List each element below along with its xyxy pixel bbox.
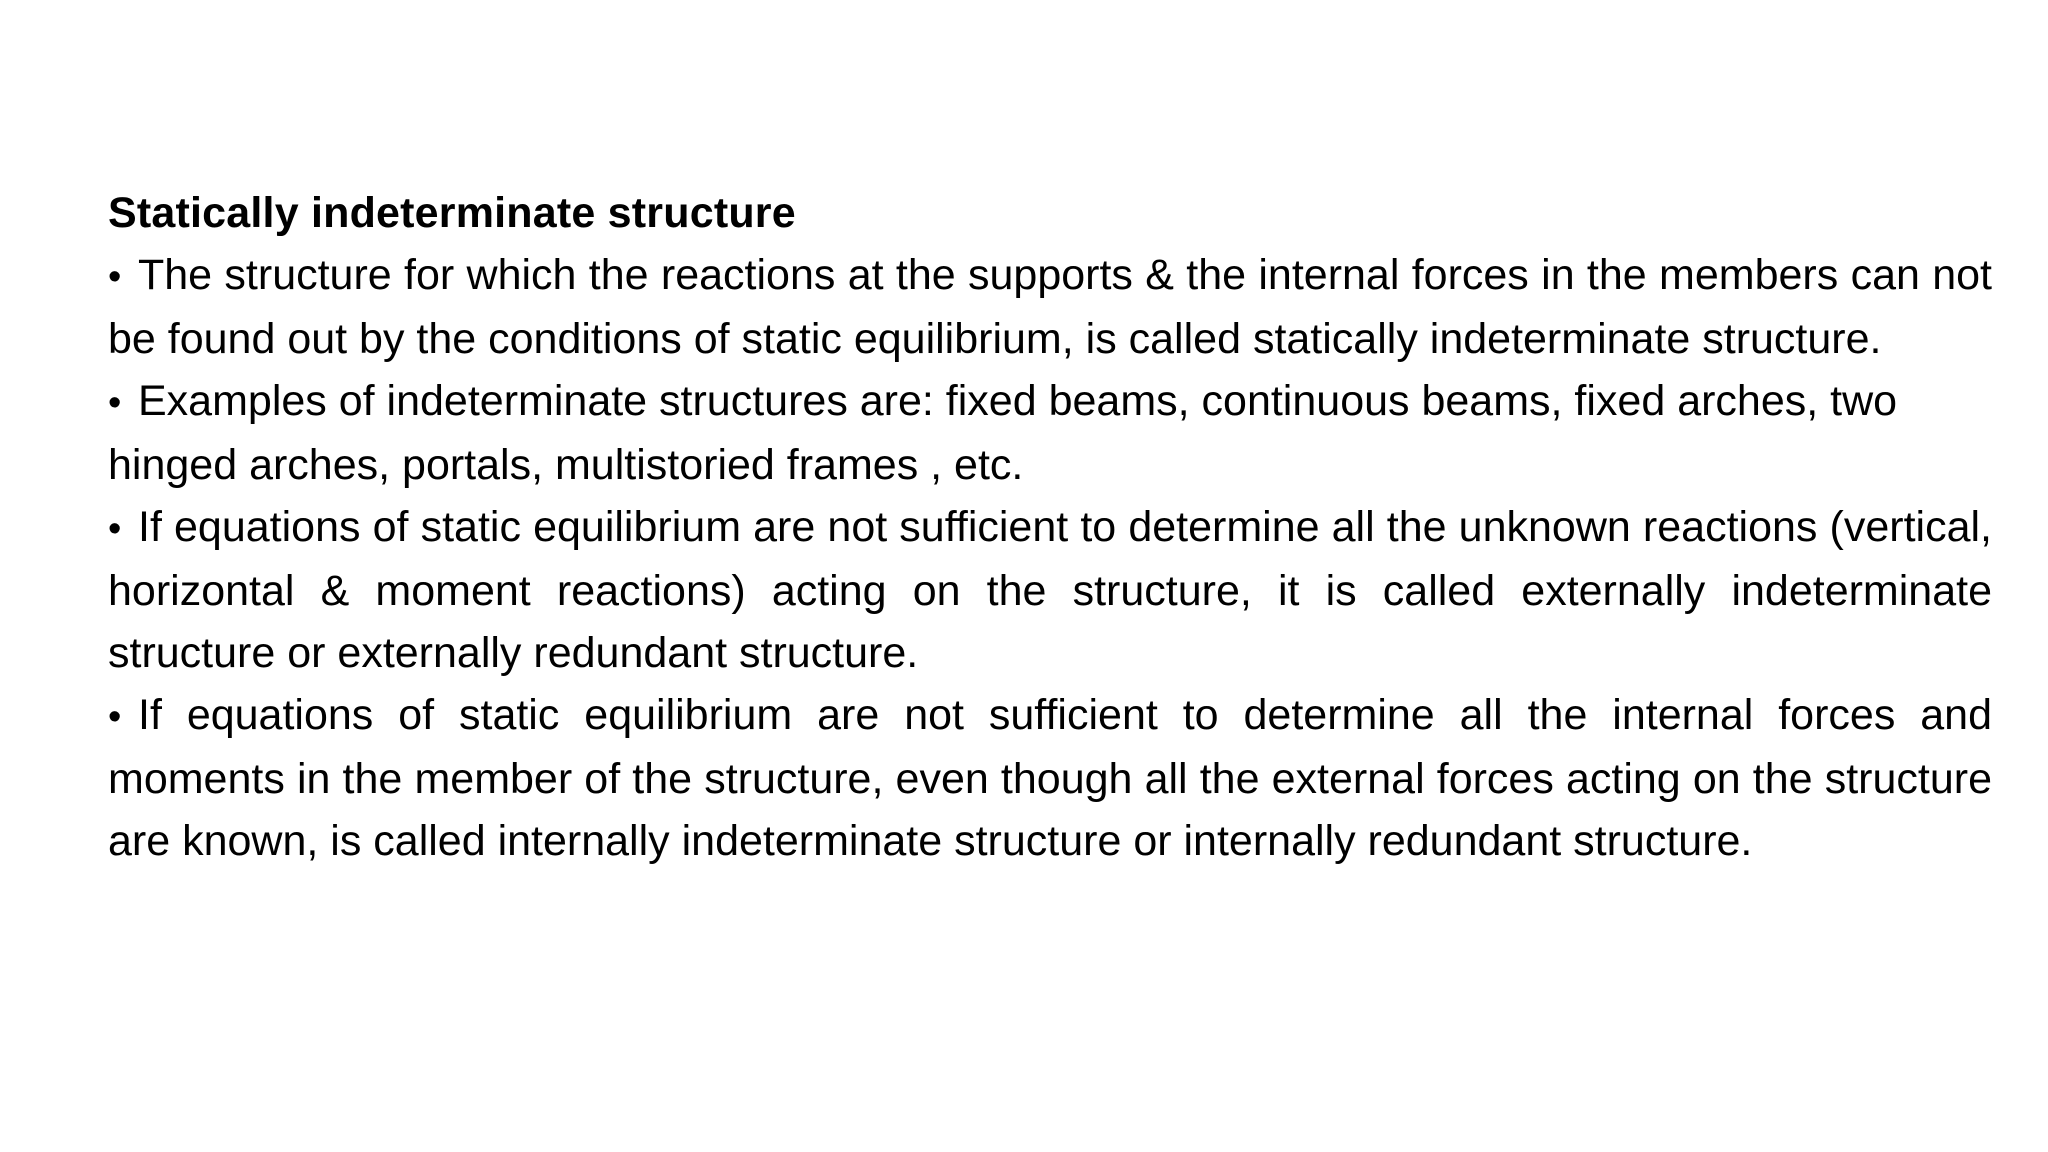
slide-heading: Statically indeterminate structure <box>108 189 796 237</box>
slide-content <box>108 182 1992 872</box>
bullet-text: If equations of static equilibrium are not sufficient to determine all the unknown reactions (vertical, horizontal & moment reactions) acting on the structure, it is called externally indeterminate structure or externally redundant structure. <box>108 503 1992 677</box>
bullet-item <box>108 496 1992 684</box>
bullet-text: If equations of static equilibrium are not sufficient to determine all the internal forces and moments in the member of the structure, even though all the external forces acting on the structure are known, is called internally indeterminate structure or internally redundant structure. <box>108 691 1992 865</box>
bullet-list <box>108 244 1992 872</box>
bullet-dot-icon: • <box>108 382 122 424</box>
bullet-dot-icon: • <box>108 508 122 550</box>
bullet-dot-icon: • <box>108 256 122 298</box>
bullet-item <box>108 370 1992 496</box>
bullet-text: Examples of indeterminate structures are: fixed beams, continuous beams, fixed arches, two hinged arches, portals, multistoried frames , etc. <box>108 377 1898 489</box>
bullet-dot-icon: • <box>108 696 122 738</box>
bullet-item <box>108 684 1992 872</box>
bullet-text: The structure for which the reactions at the supports & the internal forces in the members can not be found out by the conditions of static equilibrium, is called statically indeterminate structure. <box>108 251 1992 363</box>
bullet-item <box>108 244 1992 370</box>
